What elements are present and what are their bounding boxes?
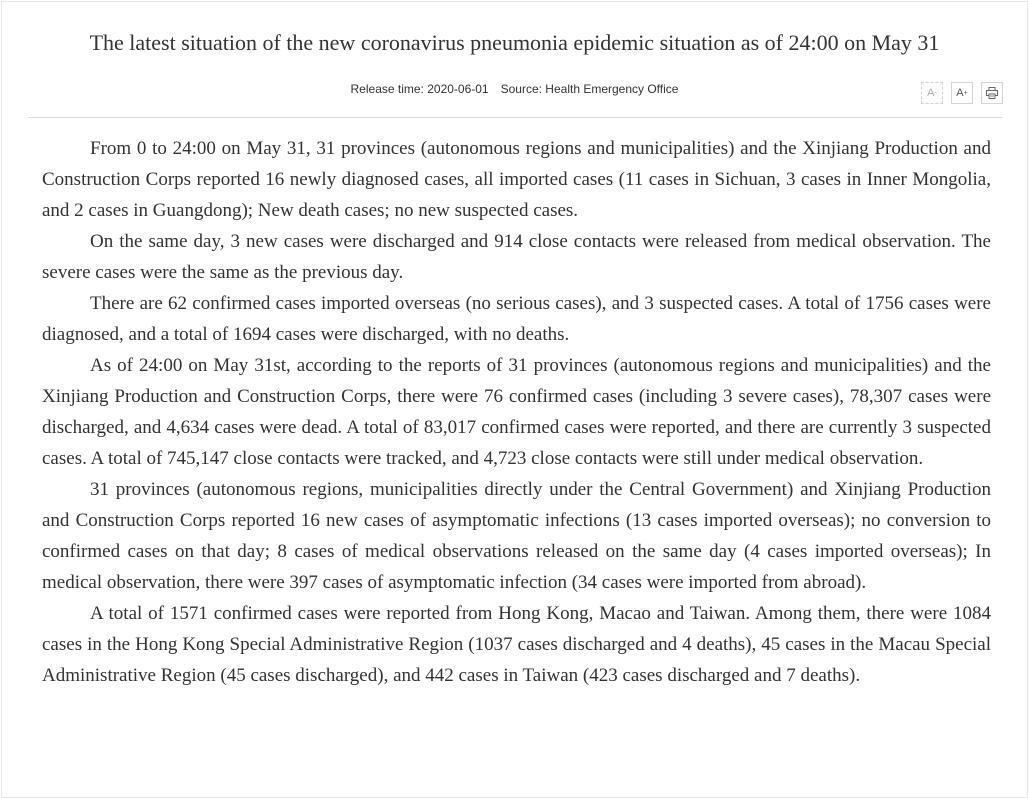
paragraph: As of 24:00 on May 31st, according to the reports of 31 provinces (autonomous regions and municipalities) and the Xinjiang Production and Construction Corps, there were 76 confirmed cases (including 3 severe cases), 78,307 cases were discharged, and 4,634 cases were dead. A total of 83,017 confirmed cases were reported, and there are currently 3 suspected cases. A total of 745,147 close contacts were tracked, and 4,723 close contacts were still under medical observation. — [42, 355, 991, 469]
article-page — [1, 1, 1028, 798]
toolbar — [921, 82, 1003, 104]
increase-font-label: A — [956, 87, 964, 99]
paragraph: There are 62 confirmed cases imported overseas (no serious cases), and 3 suspected cases. A total of 1756 cases were diagnosed, and a total of 1694 cases were discharged, with no deaths. — [42, 293, 991, 345]
increase-font-sign: + — [963, 89, 968, 97]
printer-icon — [985, 86, 999, 100]
increase-font-button[interactable] — [951, 82, 973, 104]
article-meta — [2, 82, 1027, 96]
decrease-font-sign: - — [934, 89, 937, 97]
header-divider — [28, 117, 1003, 118]
paragraph: 31 provinces (autonomous regions, municipalities directly under the Central Government) and Xinjiang Production and Construction Corps reported 16 new cases of asymptomatic infections (13 cases imported overseas); no conversion to confirmed cases on that day; 8 cases of medical observations released on the same day (4 cases imported overseas); In medical observation, there were 397 cases of asymptomatic infection (34 cases were imported from abroad). — [42, 479, 991, 593]
article-source: Source: Health Emergency Office — [500, 82, 679, 96]
paragraph: On the same day, 3 new cases were discharged and 914 close contacts were released from medical observation. The severe cases were the same as the previous day. — [42, 231, 991, 283]
release-time: Release time: 2020-06-01 — [350, 82, 489, 96]
article-body — [42, 133, 991, 691]
print-button[interactable] — [981, 82, 1003, 104]
paragraph: A total of 1571 confirmed cases were reported from Hong Kong, Macao and Taiwan. Among them, there were 1084 cases in the Hong Kong Special Administrative Region (1037 cases discharged and 4 deaths), 45 cases in the Macau Special Administrative Region (45 cases discharged), and 442 cases in Taiwan (423 cases discharged and 7 deaths). — [42, 603, 991, 686]
decrease-font-label: A — [927, 87, 935, 99]
page-title: The latest situation of the new coronavirus pneumonia epidemic situation as of 24:00 on May 31 — [89, 30, 940, 55]
paragraph: From 0 to 24:00 on May 31, 31 provinces (autonomous regions and municipalities) and the Xinjiang Production and Construction Corps reported 16 newly diagnosed cases, all imported cases (11 cases in Sichuan, 3 cases in Inner Mongolia, and 2 cases in Guangdong); New death cases; no new suspected cases. — [42, 138, 991, 221]
decrease-font-button[interactable] — [921, 82, 943, 104]
